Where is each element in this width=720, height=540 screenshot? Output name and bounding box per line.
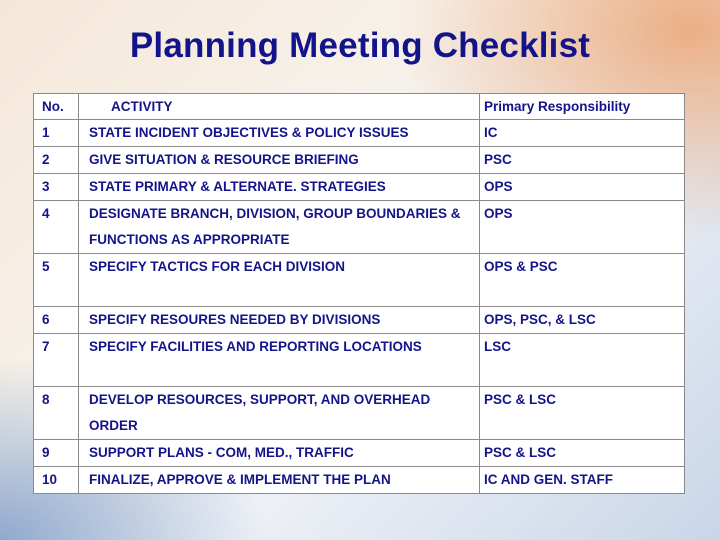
table-header-row: [34, 94, 685, 120]
row-number: 2: [34, 147, 79, 174]
row-number: 10: [34, 467, 79, 494]
row-activity: SPECIFY FACILITIES AND REPORTING LOCATIONS: [79, 334, 480, 387]
checklist-table: [33, 93, 685, 494]
table-row: [34, 334, 685, 387]
row-number: 5: [34, 254, 79, 307]
row-responsibility: LSC: [480, 334, 685, 387]
table-row: [34, 440, 685, 467]
row-responsibility: OPS: [480, 201, 685, 254]
row-number: 9: [34, 440, 79, 467]
header-activity: [79, 94, 480, 120]
row-responsibility: OPS: [480, 174, 685, 201]
row-number: 7: [34, 334, 79, 387]
row-activity: FINALIZE, APPROVE & IMPLEMENT THE PLAN: [79, 467, 480, 494]
row-responsibility: PSC & LSC: [480, 387, 685, 440]
header-responsibility: Primary Responsibility: [480, 94, 685, 120]
row-responsibility: IC: [480, 120, 685, 147]
row-activity: SUPPORT PLANS - COM, MED., TRAFFIC: [79, 440, 480, 467]
row-activity: DESIGNATE BRANCH, DIVISION, GROUP BOUNDARIES & FUNCTIONS AS APPROPRIATE: [79, 201, 480, 254]
row-number: 8: [34, 387, 79, 440]
header-no: No.: [34, 94, 79, 120]
row-responsibility: IC AND GEN. STAFF: [480, 467, 685, 494]
row-activity: SPECIFY RESOURES NEEDED BY DIVISIONS: [79, 307, 480, 334]
row-responsibility: OPS, PSC, & LSC: [480, 307, 685, 334]
table-row: [34, 307, 685, 334]
row-responsibility: PSC: [480, 147, 685, 174]
table-row: [34, 387, 685, 440]
row-activity: DEVELOP RESOURCES, SUPPORT, AND OVERHEAD ORDER: [79, 387, 480, 440]
row-number: 3: [34, 174, 79, 201]
row-responsibility: PSC & LSC: [480, 440, 685, 467]
row-activity: STATE PRIMARY & ALTERNATE. STRATEGIES: [79, 174, 480, 201]
row-number: 1: [34, 120, 79, 147]
table-row: [34, 201, 685, 254]
header-activity-label: ACTIVITY: [111, 99, 173, 114]
row-responsibility: OPS & PSC: [480, 254, 685, 307]
page-title: Planning Meeting Checklist: [129, 26, 591, 65]
table-row: [34, 254, 685, 307]
table-row: [34, 147, 685, 174]
row-activity: STATE INCIDENT OBJECTIVES & POLICY ISSUES: [79, 120, 480, 147]
row-number: 6: [34, 307, 79, 334]
row-activity: SPECIFY TACTICS FOR EACH DIVISION: [79, 254, 480, 307]
table-row: [34, 467, 685, 494]
table-row: [34, 174, 685, 201]
table-row: [34, 120, 685, 147]
row-activity: GIVE SITUATION & RESOURCE BRIEFING: [79, 147, 480, 174]
row-number: 4: [34, 201, 79, 254]
